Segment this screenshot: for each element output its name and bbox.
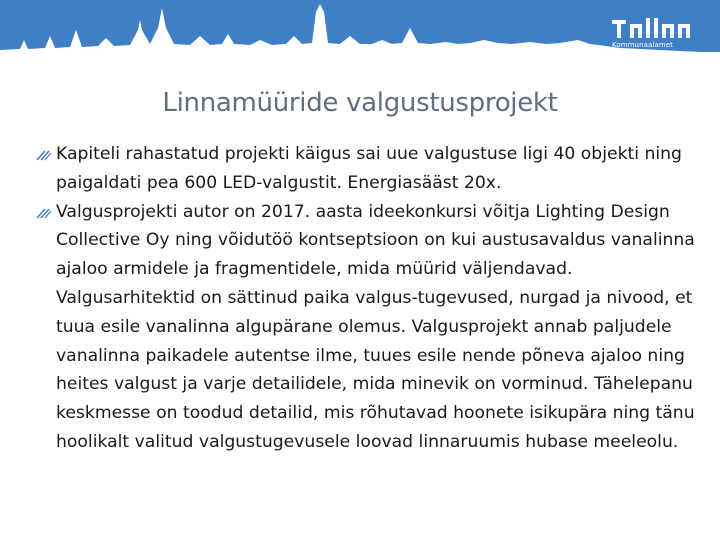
bullet-text: Valgusprojekti autor on 2017. aasta ideekonkursi võitja Lighting Design Collective Oy ning võidutöö kontseptsioon on kui austusavaldus vanalinna ajaloo armidele ja fragmentidele, mida müürid väljendavad. Valgusarhitektid on sättinud paika valgus-tugevused, nurgad ja nivood, et tuua esile vanalinna algupärane olemus. Valgusprojekt annab paljudele vanalinna paikadele autentse ilme, tuues esile nende põneva ajaloo ning heites valgust ja varje detailidele, mida minevik on vorminud. Tähelepanu keskmesse on toodud detailid, mis rõhutavad hoonete isikupära ning tänu hoolikalt valitud valgustugevusele loovad linnaruumis hubase meeleolu. (56, 201, 695, 452)
arrow-bullet-icon (36, 149, 52, 161)
bullet-item (36, 140, 708, 198)
logo-subtitle: Kommunaalamet (612, 41, 674, 49)
bullet-text: Kapiteli rahastatud projekti käigus sai uue valgustuse ligi 40 objekti ning paigaldati pea 600 LED-valgustit. Energiasääst 20x. (56, 144, 682, 193)
slide-title: Linnamüüride valgustusprojekt (162, 88, 558, 118)
slide-body (36, 140, 708, 457)
header-banner (0, 0, 720, 75)
arrow-bullet-icon (36, 207, 52, 219)
bullet-item (36, 198, 708, 457)
